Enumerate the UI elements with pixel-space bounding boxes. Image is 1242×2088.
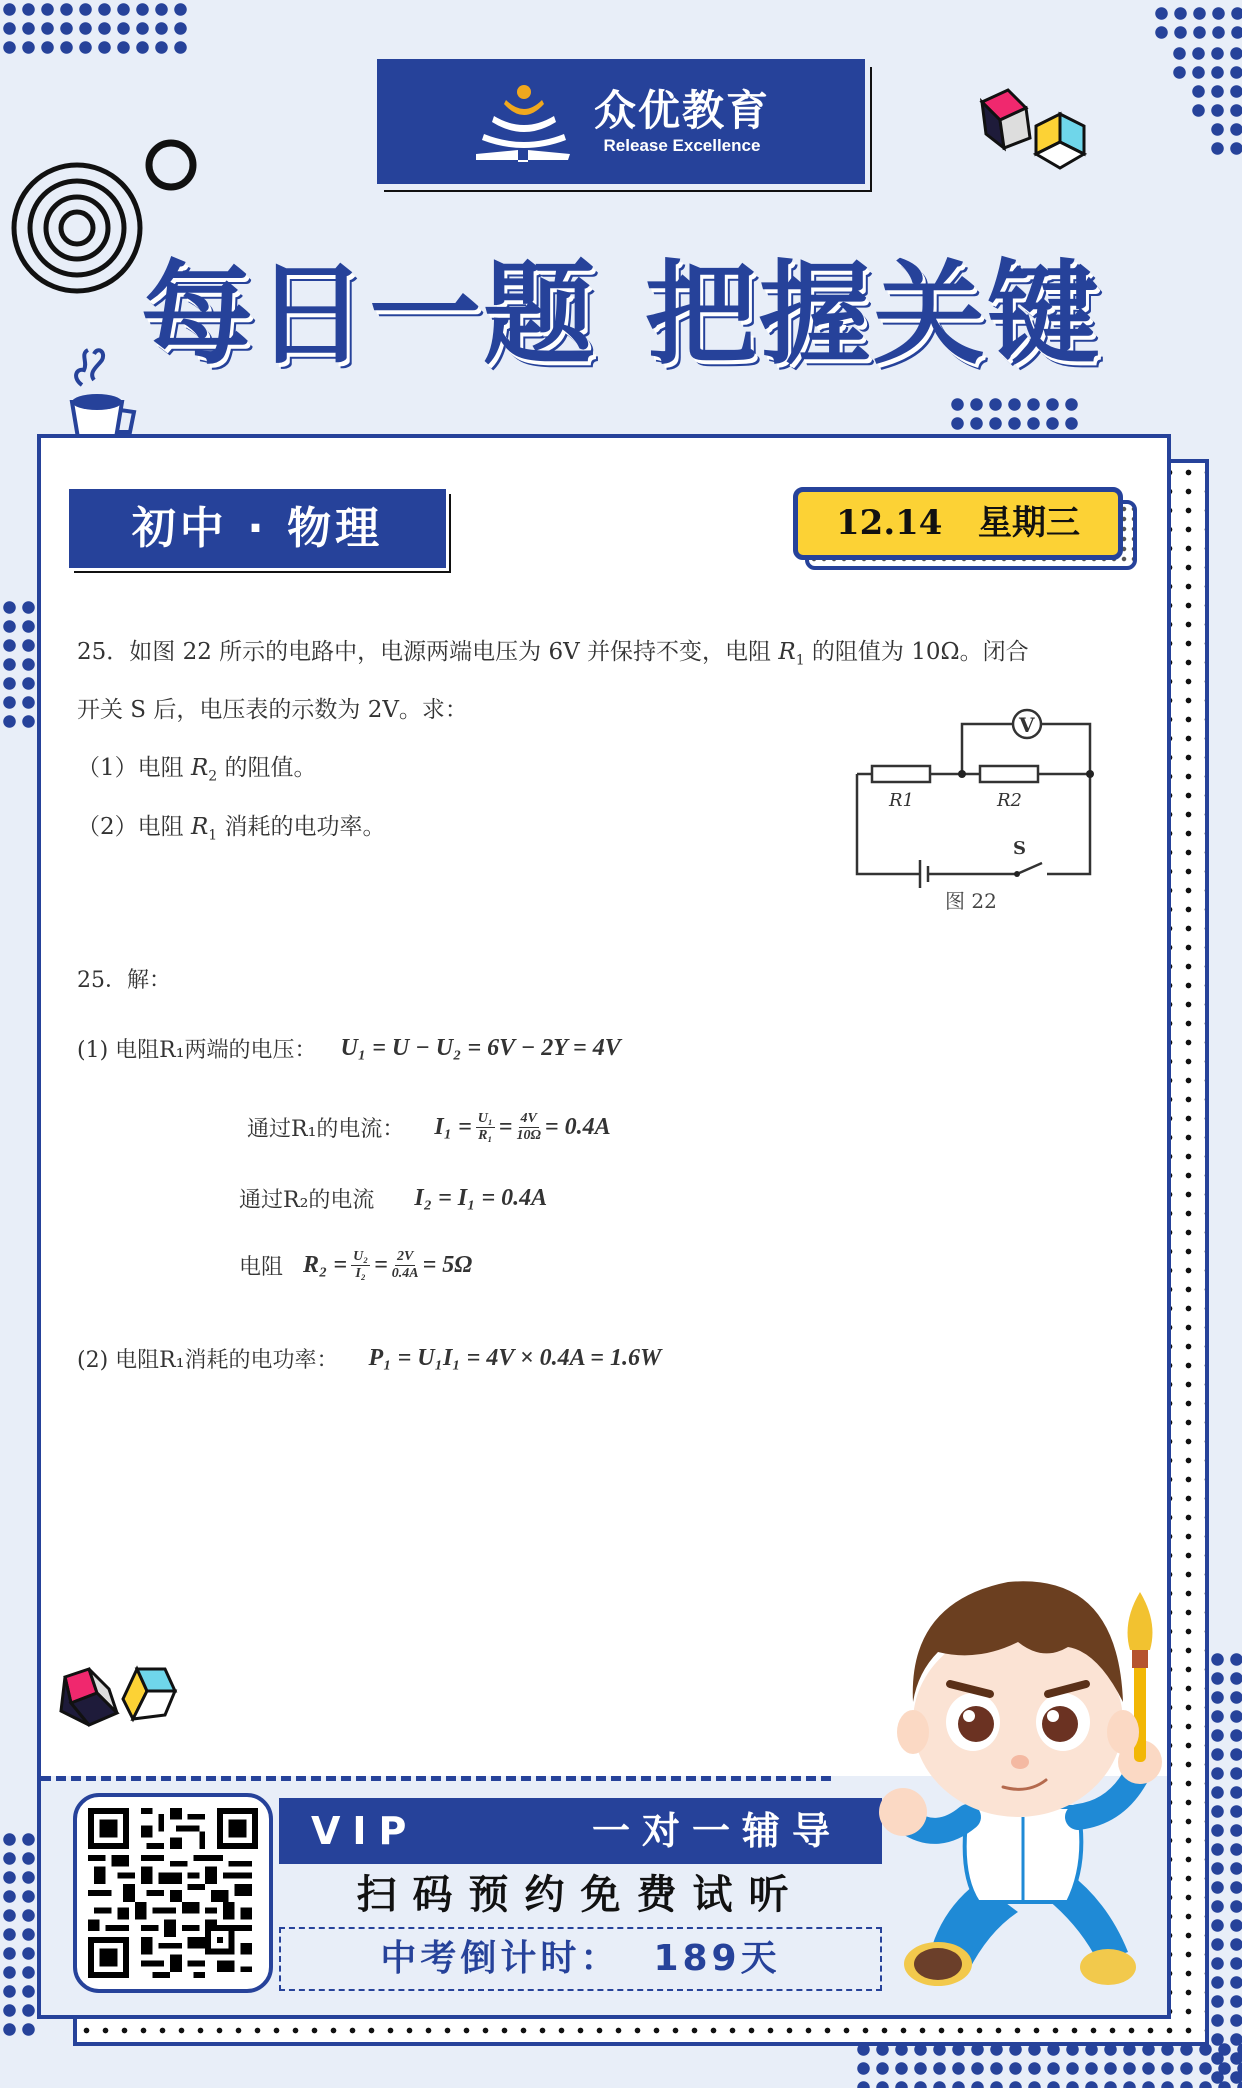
qr-code-icon — [88, 1808, 258, 1978]
decor-dots-top-left — [0, 0, 192, 60]
solution-step-3: 通过R₂的电流 I₂ = I₁ = 0.4A — [239, 1185, 548, 1213]
decor-dots-top-right — [1152, 4, 1242, 44]
exam-countdown: 中考倒计时： 189天 — [279, 1927, 882, 1991]
vip-label: VIP — [311, 1809, 419, 1853]
circuit-diagram — [847, 702, 1147, 912]
scan-cta: 扫码预约免费试听 — [356, 1872, 805, 1918]
problem-line-1: 25．如图 22 所示的电路中，电源两端电压为 6V 并保持不变，电阻 $R_1$ 的阻值为 10Ω。闭合 — [77, 639, 1029, 669]
problem-line-2: 开关 S 后，电压表的示数为 2V。求： — [77, 697, 468, 723]
question-2: （2）电阻 $R_1$ 消耗的电功率。 — [77, 814, 386, 844]
vip-banner — [279, 1798, 882, 1864]
solution-step-1: (1) 电阻R₁两端的电压： U₁ = U − U₂ = 6V − 2Y = 4V — [77, 1035, 621, 1063]
decor-dots-mid-right — [948, 395, 1082, 435]
brand-name-cn: 众优教育 — [593, 85, 770, 135]
decor-dots-left-bottom — [0, 1830, 40, 2038]
solution-step-5: (2) 电阻R₁消耗的电功率： P₁ = U₁I₁ = 4V × 0.4A = 1.6W — [77, 1345, 662, 1373]
title-right: 把握关键 — [645, 250, 1101, 380]
mascot-boy-illustration — [868, 1572, 1228, 2012]
solution-step-2: 通过R₁的电流： I₁ = $\frac{\text{U₁}}{\text{R₁}}$ = $\frac{4V}{10\Omega}$ = 0.4A — [247, 1111, 611, 1143]
solution-heading: 25．解： — [77, 968, 171, 993]
subject-badge: 初中 · 物理 — [69, 489, 446, 568]
title-left: 每日一题 — [141, 250, 597, 380]
svg-text:V: V — [1019, 713, 1035, 737]
svg-text:S: S — [1013, 838, 1026, 859]
question-1: （1）电阻 $R_2$ 的阻值。 — [77, 755, 317, 785]
dashed-divider — [41, 1776, 831, 1781]
decor-dots-left-mid — [0, 598, 40, 728]
decor-dots-top-right-4 — [1208, 120, 1242, 160]
decor-dots-bottom — [854, 2040, 1242, 2088]
logo-emblem-icon — [472, 82, 572, 162]
cubes-decor-icon — [972, 86, 1092, 176]
svg-text:R1: R1 — [889, 790, 915, 811]
page-title — [0, 250, 1242, 380]
decor-dots-top-right-2 — [1170, 44, 1242, 84]
brand-name-en: Release Excellence — [603, 135, 761, 155]
solution-step-4: 电阻 R₂ = $\frac{\text{U₂}}{\text{I₂}}$ = $\frac{2V}{0.4A}$ = 5Ω — [239, 1249, 473, 1281]
decor-dots-top-right-3 — [1189, 82, 1242, 122]
svg-text:R2: R2 — [997, 790, 1023, 811]
vip-service: 一对一辅导 — [591, 1809, 842, 1853]
brand-logo — [377, 59, 865, 184]
svg-text:图 22: 图 22 — [945, 889, 997, 912]
cubes-decor-icon-bottom — [59, 1663, 179, 1743]
qr-code[interactable] — [73, 1793, 273, 1993]
date-badge: 12.14 星期三 — [793, 487, 1123, 560]
